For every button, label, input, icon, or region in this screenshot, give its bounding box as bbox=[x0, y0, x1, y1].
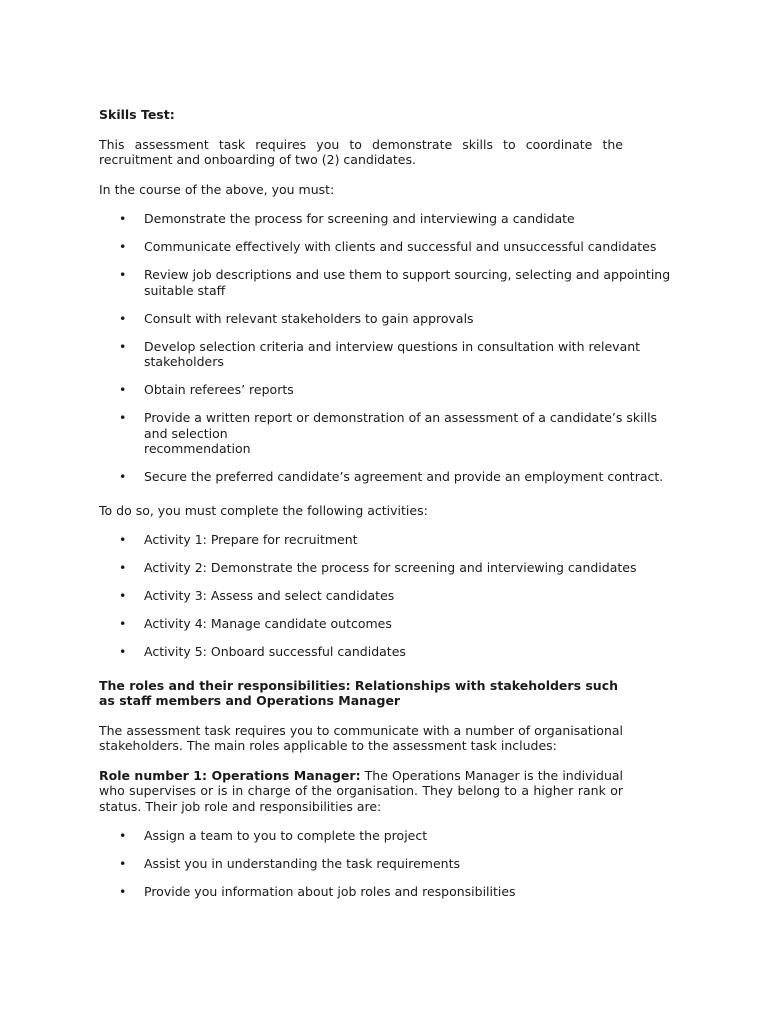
role1-responsibilities-list bbox=[99, 828, 679, 900]
list-item: • Communicate effectively with clients and successful and unsuccessful candidates bbox=[99, 239, 679, 255]
course-intro: In the course of the above, you must: bbox=[99, 181, 335, 197]
skills-test-intro: This assessment task requires you to demonstrate skills to coordinate the recruitment and onboarding of two (2) candidates. bbox=[99, 136, 623, 167]
activities-intro: To do so, you must complete the following activities: bbox=[99, 502, 428, 518]
list-item: • Review job descriptions and use them to support sourcing, selecting and appointing suitable staff bbox=[99, 267, 679, 298]
list-item: • Activity 5: Onboard successful candidates bbox=[99, 644, 679, 660]
role1-paragraph bbox=[99, 768, 623, 815]
list-item: • Demonstrate the process for screening and interviewing a candidate bbox=[99, 211, 679, 227]
activities-list bbox=[99, 532, 679, 660]
list-item-text: • Provide a written report or demonstration of an assessment of a candidate’s skills and selection bbox=[144, 410, 658, 441]
list-item: • Secure the preferred candidate’s agreement and provide an employment contract. bbox=[99, 469, 679, 485]
roles-heading: The roles and their responsibilities: Relationships with stakeholders such as staff members and Operations Manager bbox=[99, 677, 619, 708]
requirements-list bbox=[99, 211, 679, 485]
list-item: • Develop selection criteria and interview questions in consultation with relevant stakeholders bbox=[99, 339, 679, 370]
list-item: • Obtain referees’ reports bbox=[99, 382, 679, 398]
document-page bbox=[99, 107, 671, 912]
list-item bbox=[99, 410, 679, 457]
roles-intro: The assessment task requires you to communicate with a number of organisational stakeholders. The main roles applicable to the assessment task includes: bbox=[99, 722, 623, 753]
list-item: • Consult with relevant stakeholders to gain approvals bbox=[99, 311, 679, 327]
list-item: • Activity 4: Manage candidate outcomes bbox=[99, 616, 679, 632]
role1-label: Role number 1: Operations Manager: bbox=[99, 767, 361, 783]
list-item-continuation: recommendation bbox=[144, 441, 251, 456]
list-item: • Activity 2: Demonstrate the process for screening and interviewing candidates bbox=[99, 560, 679, 576]
role1-text: The Operations Manager is the individual who supervises or is in charge of the organisation. They belong to a higher rank or status. Their job role and responsibilities are: bbox=[99, 767, 623, 814]
list-item: • Assign a team to you to complete the project bbox=[99, 828, 679, 844]
list-item: • Provide you information about job roles and responsibilities bbox=[99, 884, 679, 900]
list-item: • Activity 1: Prepare for recruitment bbox=[99, 532, 679, 548]
skills-test-heading: Skills Test: bbox=[99, 107, 175, 122]
list-item: • Assist you in understanding the task requirements bbox=[99, 856, 679, 872]
list-item: • Activity 3: Assess and select candidates bbox=[99, 588, 679, 604]
